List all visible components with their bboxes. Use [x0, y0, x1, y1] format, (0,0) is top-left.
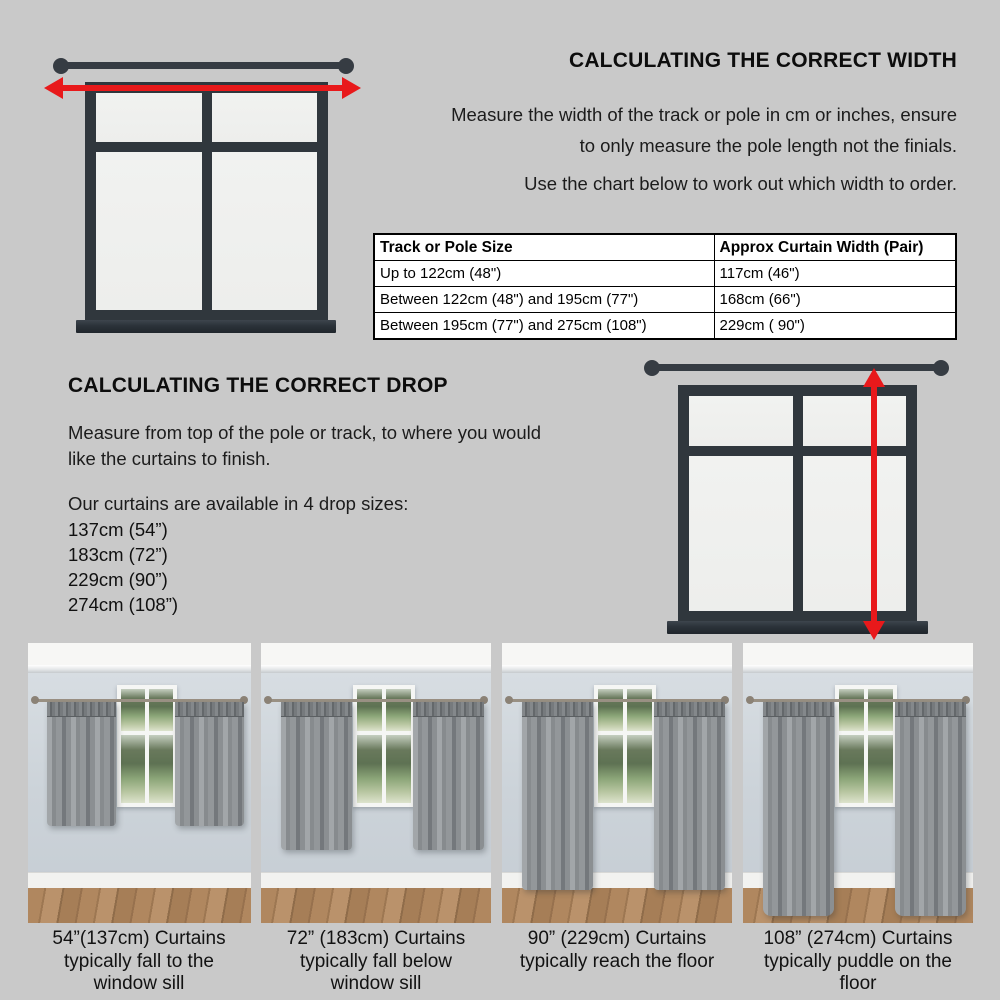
curtain-panel-left: [522, 702, 593, 890]
window-pane: [357, 735, 382, 803]
drop-measure-arrow: [871, 383, 877, 623]
drop-size-item: 137cm (54”): [68, 519, 168, 540]
wood-floor: [28, 888, 251, 923]
window-pane: [803, 396, 907, 446]
photo-curtain-drop-108: [743, 643, 973, 923]
window-pane: [386, 735, 411, 803]
col-header-pole-size: Track or Pole Size: [374, 234, 714, 261]
crown-molding: [28, 665, 251, 673]
table-row: [374, 287, 956, 313]
curtain-width-cell: 168cm (66"): [714, 287, 956, 313]
photo-caption: 72” (183cm) Curtains typically fall below window sill: [286, 928, 466, 994]
window-pane: [868, 735, 893, 803]
window-pane: [839, 735, 864, 803]
photo-window: [594, 685, 656, 807]
table-header-row: [374, 234, 956, 261]
window-pane: [689, 456, 793, 611]
window-diagram-drop: [678, 385, 917, 622]
curtain-width-cell: 229cm ( 90"): [714, 313, 956, 340]
window-pane: [149, 735, 173, 803]
ceiling: [28, 643, 251, 665]
curtain-panel-right: [175, 702, 244, 826]
crown-molding: [261, 665, 491, 673]
photo-window: [835, 685, 897, 807]
window-pane: [839, 689, 864, 731]
width-measure-arrow: [60, 85, 345, 91]
curtain-panel-left: [763, 702, 834, 916]
window-pane: [803, 456, 907, 611]
table-row: [374, 261, 956, 287]
drop-size-item: 183cm (72”): [68, 544, 168, 565]
width-instructions-line2: to only measure the pole length not the finials.: [579, 135, 957, 156]
window-pane: [627, 735, 652, 803]
window-pane: [868, 689, 893, 731]
arrow-down-icon: [863, 621, 885, 640]
window-pane: [212, 152, 318, 310]
ceiling: [743, 643, 973, 665]
window-diagram-width: [85, 82, 328, 321]
window-pane: [121, 689, 145, 731]
window-sill: [76, 320, 336, 333]
pole-size-cell: Up to 122cm (48"): [374, 261, 714, 287]
photo-curtain-drop-54: [28, 643, 251, 923]
drop-instructions-line1: Measure from top of the pole or track, to where you would: [68, 422, 542, 443]
curtain-panel-left: [47, 702, 116, 826]
window-pane: [212, 93, 318, 142]
photo-caption: 108” (274cm) Curtains typically puddle on the floor: [763, 928, 953, 994]
curtain-pole: [57, 62, 347, 69]
width-size-table: [373, 233, 957, 340]
col-header-curtain-width: Approx Curtain Width (Pair): [714, 234, 956, 261]
drop-instructions-line2: like the curtains to finish.: [68, 448, 271, 469]
arrow-up-icon: [863, 368, 885, 387]
photo-caption: 90” (229cm) Curtains typically reach the floor: [519, 928, 715, 972]
window-pane: [96, 152, 202, 310]
window-pane: [357, 689, 382, 731]
window-pane: [627, 689, 652, 731]
curtain-width-cell: 117cm (46"): [714, 261, 956, 287]
width-instructions-line1: Measure the width of the track or pole in cm or inches, ensure: [451, 104, 957, 125]
photo-curtain-drop-72: [261, 643, 491, 923]
drop-size-item: 274cm (108”): [68, 594, 179, 615]
arrow-left-icon: [44, 77, 63, 99]
photo-curtain-drop-90: [502, 643, 732, 923]
curtain-panel-right: [413, 702, 484, 850]
drop-size-item: 229cm (90”): [68, 569, 168, 590]
ceiling: [261, 643, 491, 665]
window-pane: [598, 735, 623, 803]
photo-window: [353, 685, 415, 807]
photo-window: [117, 685, 177, 807]
curtain-panel-right: [654, 702, 725, 890]
curtain-pole: [652, 364, 941, 371]
wood-floor: [502, 888, 732, 923]
window-pane: [96, 93, 202, 142]
baseboard: [28, 872, 251, 889]
curtain-panel-left: [281, 702, 352, 850]
arrow-right-icon: [342, 77, 361, 99]
crown-molding: [502, 665, 732, 673]
crown-molding: [743, 665, 973, 673]
pole-size-cell: Between 122cm (48") and 195cm (77"): [374, 287, 714, 313]
window-sill: [667, 621, 928, 634]
wood-floor: [261, 888, 491, 923]
chart-note: Use the chart below to work out which width to order.: [524, 173, 957, 194]
width-instructions: [360, 99, 957, 161]
curtain-panel-right: [895, 702, 966, 916]
window-pane: [121, 735, 145, 803]
width-section-title: CALCULATING THE CORRECT WIDTH: [568, 49, 957, 72]
ceiling: [502, 643, 732, 665]
table-row: [374, 313, 956, 340]
window-pane: [386, 689, 411, 731]
window-pane: [598, 689, 623, 731]
drop-sizes-intro: Our curtains are available in 4 drop sizes:: [68, 493, 409, 514]
drop-instructions: [68, 420, 648, 472]
baseboard: [261, 872, 491, 889]
drop-section-title: CALCULATING THE CORRECT DROP: [68, 374, 448, 397]
pole-size-cell: Between 195cm (77") and 275cm (108"): [374, 313, 714, 340]
drop-sizes-list: [68, 517, 368, 617]
photo-caption: 54”(137cm) Curtains typically fall to the window sill: [52, 928, 226, 994]
window-pane: [149, 689, 173, 731]
window-pane: [689, 396, 793, 446]
